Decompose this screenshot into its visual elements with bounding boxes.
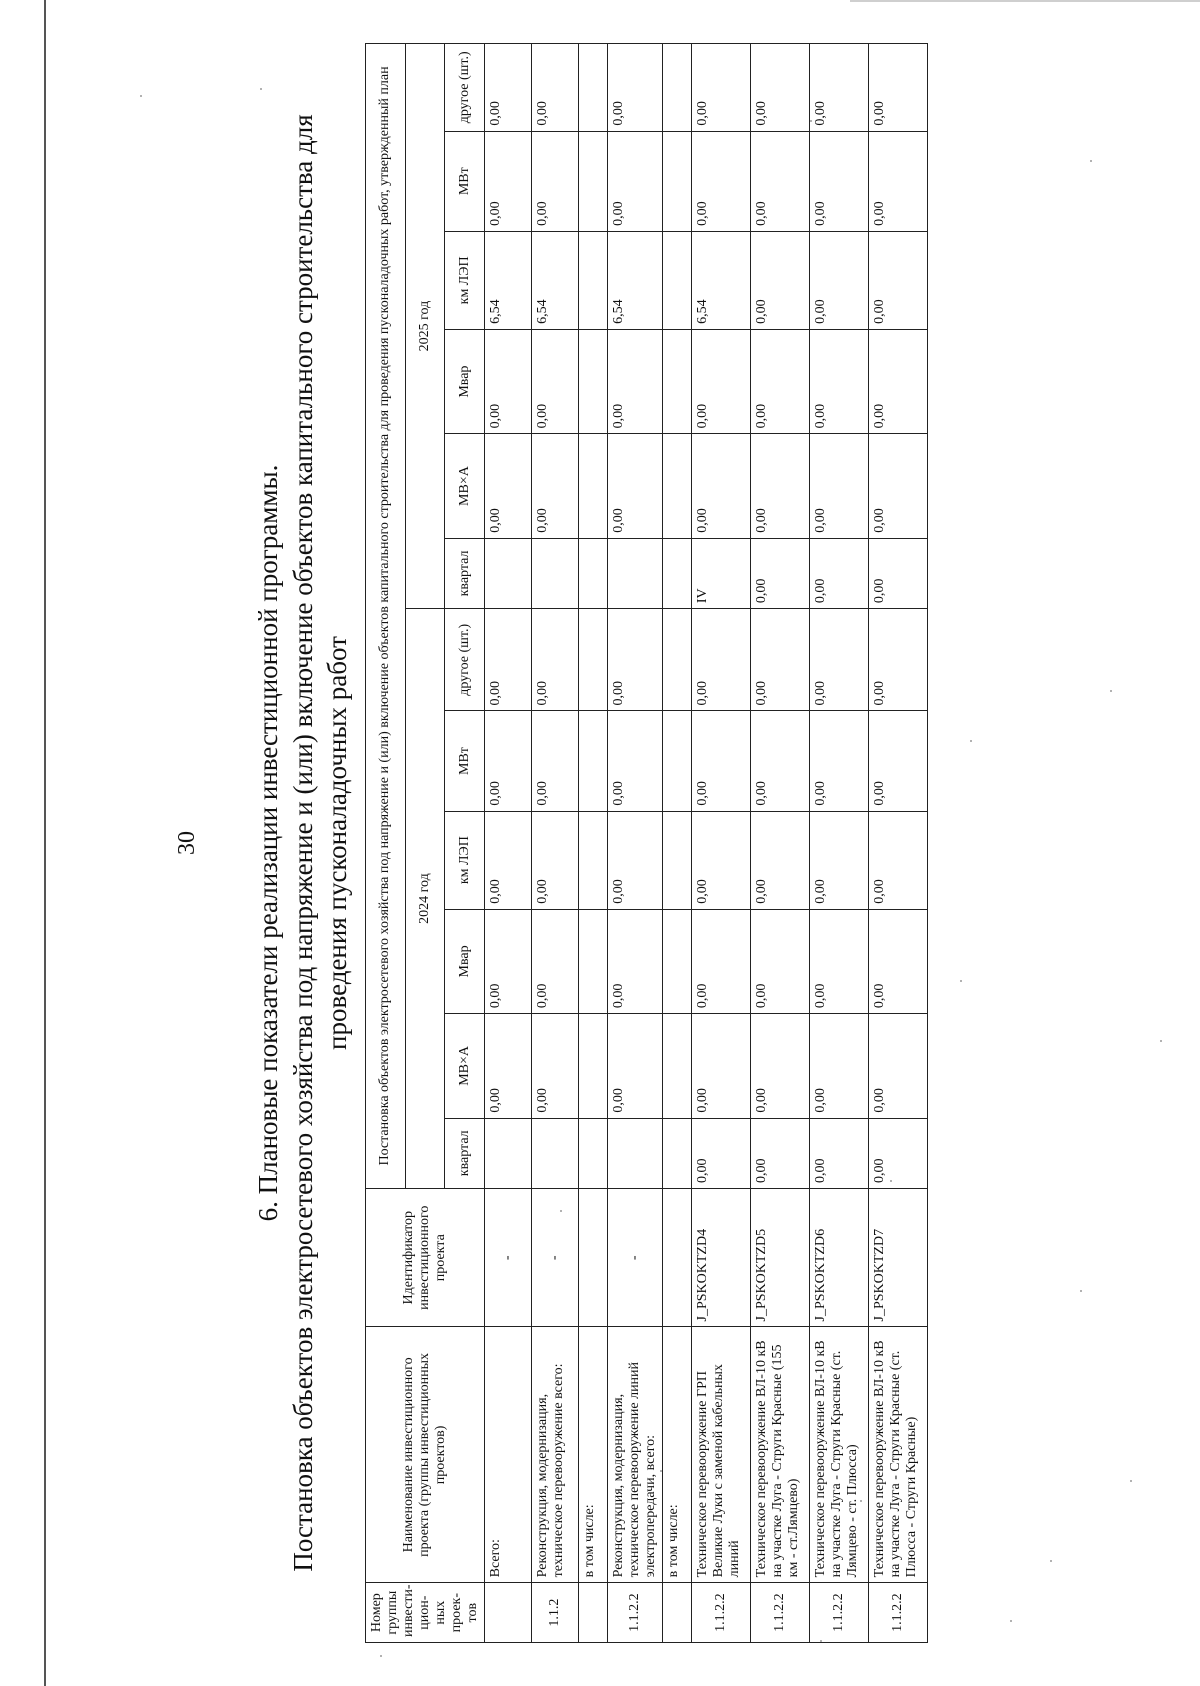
scan-speck (660, 1470, 662, 1472)
column-header: квартал (445, 1118, 485, 1188)
group-number-cell: 1.1.2.2 (810, 1583, 869, 1643)
value-2024-cell (608, 1118, 663, 1188)
value-2025-cell: 0,00 (532, 329, 579, 433)
value-2025-cell: 0,00 (485, 44, 532, 132)
header-year-2024: 2024 год (405, 609, 445, 1189)
value-2025-cell: 0,00 (485, 434, 532, 538)
value-2024-cell: 0,00 (608, 609, 663, 711)
value-2025-cell: 0,00 (532, 44, 579, 132)
value-2025-cell: 0,00 (869, 231, 928, 329)
scan-speck (1090, 160, 1092, 162)
column-header: МВ×А (445, 1014, 485, 1118)
value-2025-cell: 0,00 (869, 329, 928, 433)
table-row (810, 44, 869, 1643)
value-2025-cell: 0,00 (485, 329, 532, 433)
value-2025-cell (579, 434, 608, 538)
column-header: квартал (445, 538, 485, 608)
value-2024-cell: 0,00 (608, 811, 663, 909)
value-2025-cell: 0,00 (810, 231, 869, 329)
value-2025-cell (663, 538, 692, 608)
column-header: МВт (445, 711, 485, 811)
value-2025-cell: 6,54 (608, 231, 663, 329)
value-2024-cell: 0,00 (608, 711, 663, 811)
value-2024-cell: 0,00 (869, 1118, 928, 1188)
rotated-page (100, 13, 1100, 1673)
value-2024-cell: 0,00 (532, 811, 579, 909)
project-name-cell: Реконструкция, модернизация, техническое перевооружение линий электропередачи, всего: (608, 1327, 663, 1583)
value-2024-cell: 0,00 (751, 609, 810, 711)
column-header: Мвар (445, 909, 485, 1013)
page-heading (250, 13, 354, 1673)
value-2024-cell: 0,00 (751, 1118, 810, 1188)
value-2024-cell: 0,00 (608, 1014, 663, 1118)
project-name-cell: в том числе: (579, 1327, 608, 1583)
column-header: МВ×А (445, 434, 485, 538)
value-2025-cell: 0,00 (810, 44, 869, 132)
value-2025-cell (579, 231, 608, 329)
value-2024-cell: 0,00 (810, 609, 869, 711)
value-2025-cell (608, 538, 663, 608)
header-identifier: Идентификатор инвестиционного проекта (366, 1188, 485, 1327)
project-name-cell: Техническое перевооружение ГРП Великие Луки с заменой кабельных линий (692, 1327, 751, 1583)
value-2024-cell (579, 609, 608, 711)
value-2024-cell: 0,00 (869, 1014, 928, 1118)
value-2024-cell (579, 909, 608, 1013)
value-2025-cell: 0,00 (869, 131, 928, 231)
value-2025-cell: 0,00 (692, 329, 751, 433)
value-2025-cell (532, 538, 579, 608)
value-2024-cell (663, 1118, 692, 1188)
header-project-name: Наименование инвестиционного проекта (группы инвестиционных проектов) (366, 1327, 485, 1583)
project-name-cell: Техническое перевооружение ВЛ-10 кВ на участке Луга - Струги Красные (155 км - ст.Лямцево) (751, 1327, 810, 1583)
value-2024-cell: 0,00 (869, 711, 928, 811)
header-year-2025: 2025 год (405, 44, 445, 609)
value-2024-cell: 0,00 (485, 711, 532, 811)
identifier-cell: J_PSKOKTZD7 (869, 1188, 928, 1327)
table-row (692, 44, 751, 1643)
column-header: Мвар (445, 329, 485, 433)
value-2024-cell: 0,00 (485, 1014, 532, 1118)
value-2025-cell: 0,00 (810, 538, 869, 608)
table-row (663, 44, 692, 1643)
value-2025-cell: 0,00 (532, 434, 579, 538)
scan-top-edge (850, 0, 1200, 2)
value-2024-cell: 0,00 (692, 909, 751, 1013)
value-2024-cell (579, 811, 608, 909)
header-top-group: Постановка объектов электросетевого хозяйства под напряжение и (или) включение объектов капитального строительства для проведения пусконаладочных работ, утвержденный план (366, 44, 406, 1189)
identifier-cell: J_PSKOKTZD6 (810, 1188, 869, 1327)
value-2025-cell: 0,00 (869, 44, 928, 132)
value-2025-cell (579, 329, 608, 433)
value-2024-cell: 0,00 (692, 609, 751, 711)
scan-left-edge (44, 0, 46, 1686)
value-2024-cell: 0,00 (869, 609, 928, 711)
scan-speck (970, 740, 972, 742)
table-row (532, 44, 579, 1643)
value-2024-cell: 0,00 (869, 909, 928, 1013)
group-number-cell: 1.1.2.2 (608, 1583, 663, 1643)
scan-speck (1110, 690, 1112, 692)
value-2025-cell: 0,00 (485, 131, 532, 231)
value-2024-cell: 0,00 (608, 909, 663, 1013)
value-2025-cell: 0,00 (532, 131, 579, 231)
scan-speck (1050, 1560, 1052, 1562)
value-2024-cell (579, 711, 608, 811)
value-2025-cell: 0,00 (810, 131, 869, 231)
value-2025-cell (663, 329, 692, 433)
column-header: другое (шт.) (445, 609, 485, 711)
value-2025-cell: 0,00 (608, 329, 663, 433)
value-2024-cell: 0,00 (810, 909, 869, 1013)
scan-speck (1130, 1480, 1132, 1482)
value-2025-cell: 6,54 (485, 231, 532, 329)
value-2024-cell: 0,00 (751, 1014, 810, 1118)
table-row (608, 44, 663, 1643)
value-2025-cell: 0,00 (869, 434, 928, 538)
scan-speck (810, 120, 812, 122)
investment-table (365, 43, 928, 1643)
column-header: другое (шт.) (445, 44, 485, 132)
value-2024-cell (579, 1014, 608, 1118)
value-2025-cell: 6,54 (692, 231, 751, 329)
scan-speck (260, 88, 262, 90)
value-2025-cell: 0,00 (608, 44, 663, 132)
identifier-cell: J_PSKOKTZD4 (692, 1188, 751, 1327)
table-body (485, 44, 928, 1643)
value-2025-cell: 0,00 (692, 434, 751, 538)
identifier-cell: - (532, 1188, 579, 1327)
value-2025-cell: 0,00 (692, 131, 751, 231)
header-group-number: Номер группы инвести-цион-ных проек-тов (366, 1583, 485, 1643)
table-row (751, 44, 810, 1643)
value-2025-cell: 0,00 (608, 131, 663, 231)
value-2024-cell: 0,00 (869, 811, 928, 909)
scan-speck (380, 1655, 382, 1657)
value-2024-cell: 0,00 (692, 711, 751, 811)
value-2024-cell: 0,00 (692, 811, 751, 909)
value-2024-cell: 0,00 (810, 711, 869, 811)
scan-speck (960, 980, 962, 982)
value-2024-cell (663, 811, 692, 909)
group-number-cell: 1.1.2.2 (692, 1583, 751, 1643)
value-2025-cell: 0,00 (751, 329, 810, 433)
value-2024-cell (663, 711, 692, 811)
value-2024-cell (663, 909, 692, 1013)
heading-line-1: 6. Плановые показатели реализации инвестиционной программы. (253, 464, 283, 1222)
value-2025-cell: IV (692, 538, 751, 608)
value-2024-cell: 0,00 (810, 1014, 869, 1118)
scan-speck (820, 1640, 822, 1642)
identifier-cell: J_PSKOKTZD5 (751, 1188, 810, 1327)
value-2024-cell: 0,00 (692, 1118, 751, 1188)
project-name-cell: Техническое перевооружение ВЛ-10 кВ на участке Луга - Струги Красные (ст. Лямцево - ст. Плюсса) (810, 1327, 869, 1583)
column-header: км ЛЭП (445, 811, 485, 909)
group-number-cell: 1.1.2.2 (751, 1583, 810, 1643)
value-2025-cell: 0,00 (751, 434, 810, 538)
page-number: 30 (174, 831, 200, 855)
project-name-cell: Реконструкция, модернизация, техническое перевооружение всего: (532, 1327, 579, 1583)
value-2025-cell: 0,00 (608, 434, 663, 538)
value-2025-cell: 6,54 (532, 231, 579, 329)
group-number-cell (579, 1583, 608, 1643)
identifier-cell: - (485, 1188, 532, 1327)
value-2024-cell (532, 1118, 579, 1188)
identifier-cell (579, 1188, 608, 1327)
value-2025-cell (663, 434, 692, 538)
column-header: км ЛЭП (445, 231, 485, 329)
group-number-cell (663, 1583, 692, 1643)
scan-speck (1160, 1040, 1162, 1042)
table-row (485, 44, 532, 1643)
value-2024-cell: 0,00 (532, 909, 579, 1013)
scan-speck (860, 1500, 862, 1502)
value-2024-cell: 0,00 (751, 811, 810, 909)
value-2025-cell (579, 538, 608, 608)
value-2024-cell (485, 1118, 532, 1188)
value-2024-cell: 0,00 (810, 1118, 869, 1188)
value-2025-cell: 0,00 (810, 434, 869, 538)
value-2025-cell: 0,00 (810, 329, 869, 433)
value-2025-cell: 0,00 (751, 44, 810, 132)
value-2025-cell: 0,00 (869, 538, 928, 608)
header-row-1 (366, 44, 406, 1643)
value-2025-cell (663, 231, 692, 329)
value-2024-cell: 0,00 (532, 711, 579, 811)
value-2024-cell: 0,00 (751, 909, 810, 1013)
value-2025-cell: 0,00 (692, 44, 751, 132)
heading-line-2: Постановка объектов электросетевого хозяйства под напряжение и (или) включение объектов капитального строительства для проведения пусконаладочных работ (288, 114, 352, 1572)
scan-speck (890, 1180, 892, 1182)
identifier-cell: - (608, 1188, 663, 1327)
scan-speck (140, 95, 142, 97)
value-2024-cell: 0,00 (532, 609, 579, 711)
value-2024-cell (663, 1014, 692, 1118)
value-2024-cell: 0,00 (485, 909, 532, 1013)
value-2024-cell: 0,00 (751, 711, 810, 811)
project-name-cell: Техническое перевооружение ВЛ-10 кВ на участке Луга - Струги Красные (ст. Плюсса - Струги Красные) (869, 1327, 928, 1583)
value-2024-cell (663, 609, 692, 711)
identifier-cell (663, 1188, 692, 1327)
column-header: МВт (445, 131, 485, 231)
value-2024-cell: 0,00 (692, 1014, 751, 1118)
table-row (869, 44, 928, 1643)
value-2024-cell: 0,00 (485, 811, 532, 909)
project-name-cell: в том числе: (663, 1327, 692, 1583)
value-2025-cell (663, 44, 692, 132)
table-row (579, 44, 608, 1643)
scan-speck (1010, 1620, 1012, 1622)
scan-speck (560, 1210, 562, 1212)
group-number-cell: 1.1.2.2 (869, 1583, 928, 1643)
value-2025-cell (663, 131, 692, 231)
scan-speck (1080, 1290, 1082, 1292)
value-2024-cell: 0,00 (532, 1014, 579, 1118)
value-2024-cell (579, 1118, 608, 1188)
group-number-cell: 1.1.2 (532, 1583, 579, 1643)
value-2025-cell: 0,00 (751, 538, 810, 608)
value-2025-cell: 0,00 (751, 231, 810, 329)
group-number-cell (485, 1583, 532, 1643)
value-2025-cell (579, 131, 608, 231)
value-2025-cell (485, 538, 532, 608)
value-2025-cell: 0,00 (751, 131, 810, 231)
value-2024-cell: 0,00 (485, 609, 532, 711)
project-name-cell: Всего: (485, 1327, 532, 1583)
value-2024-cell: 0,00 (810, 811, 869, 909)
value-2025-cell (579, 44, 608, 132)
